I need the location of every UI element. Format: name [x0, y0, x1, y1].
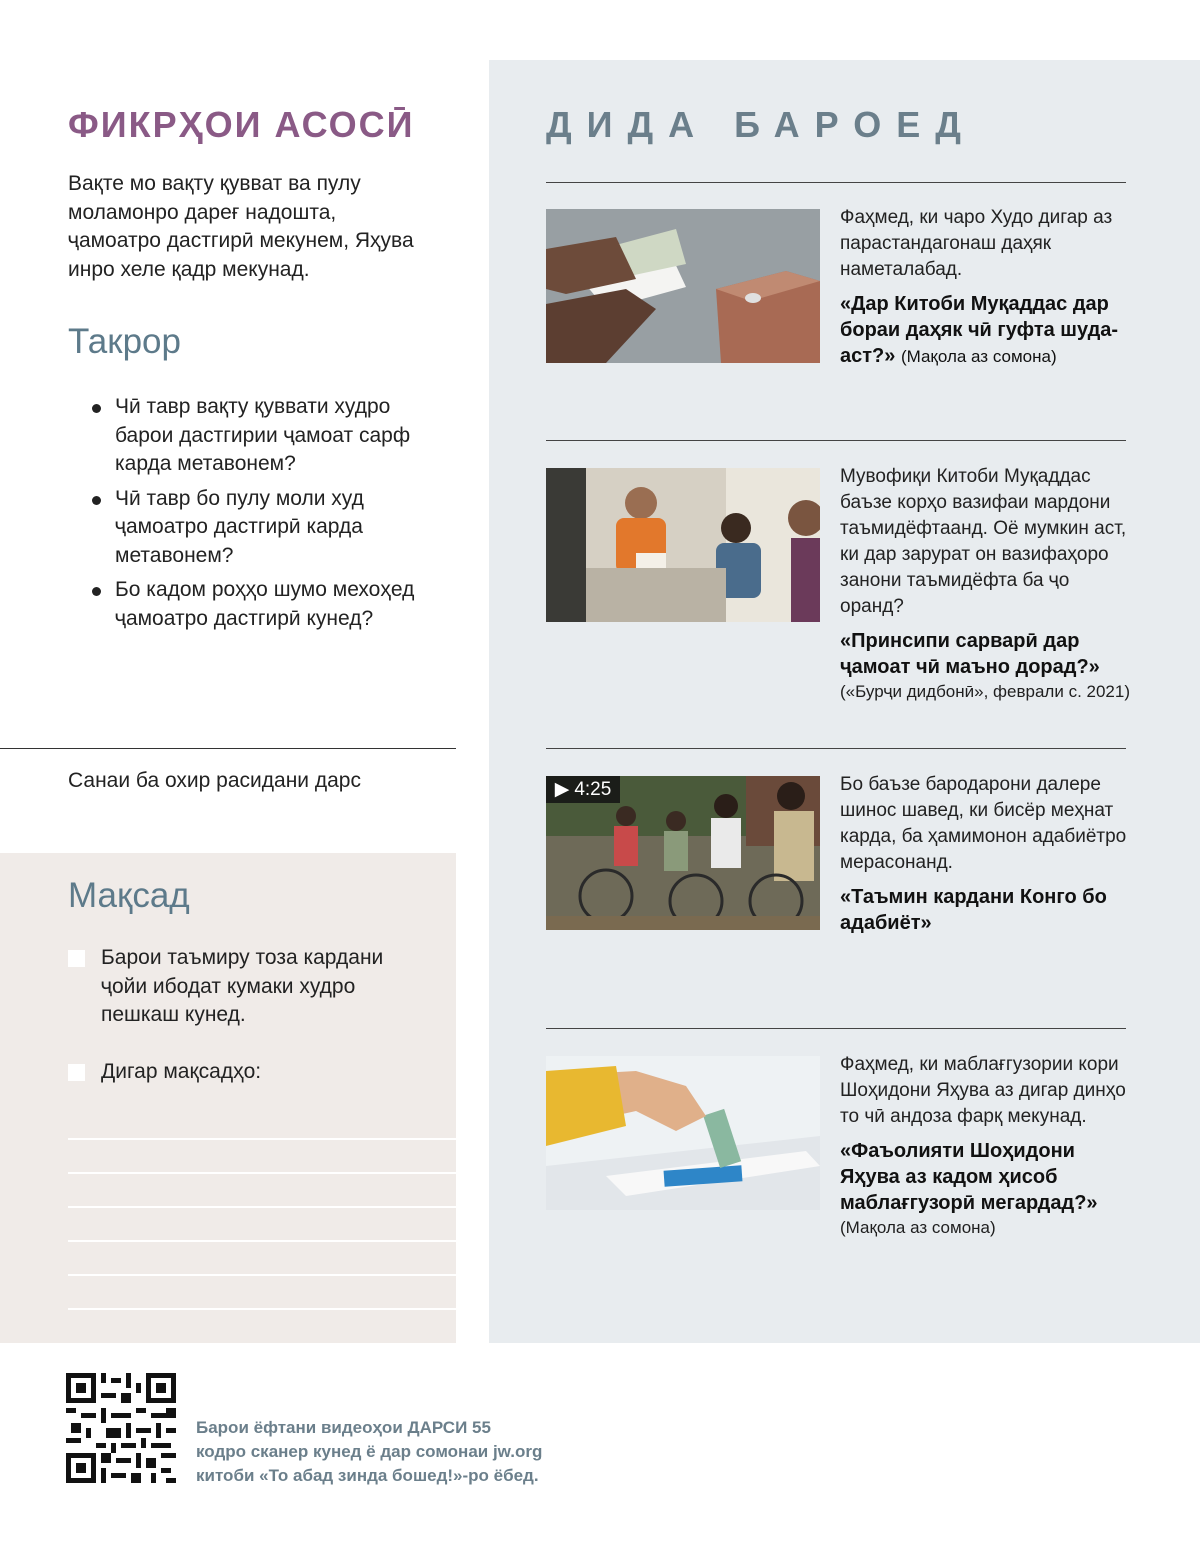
play-icon: ▶	[554, 779, 570, 800]
goal-checkbox[interactable]	[68, 1064, 85, 1081]
entry-description: Бо баъзе бародарони далере шинос шавед, ки бисёр меҳнат карда, ба ҳамимонон адабиётро мерасонанд.	[840, 774, 1127, 873]
finish-date-label: Санаи ба охир расидани дарс	[68, 769, 361, 792]
explore-entry	[840, 205, 1130, 370]
article-link[interactable]: «Фаъолияти Шоҳидони Яҳува аз кадом ҳисоб маблағгузорӣ мегардад?»	[840, 1140, 1098, 1214]
tithe-image[interactable]	[546, 209, 820, 363]
review-question: Бо кадом роҳҳо шумо мехоҳед ҷамоатро дастгирӣ кунед?	[92, 576, 452, 633]
video-duration-badge	[546, 776, 620, 803]
divider	[546, 1028, 1126, 1029]
writing-line[interactable]	[68, 1308, 456, 1310]
entry-description: Фаҳмед, ки чаро Худо дигар аз парастандагонаш даҳяк наметалабад.	[840, 207, 1113, 280]
explore-entry	[840, 1052, 1130, 1238]
article-link[interactable]: «Принсипи сарварӣ дар ҷамоат чӣ маъно дорад?»	[840, 630, 1100, 678]
entry-description: Фаҳмед, ки маблағгузории кори Шоҳидони Яҳува аз дигар динҳо то чӣ андоза фарқ мекунад.	[840, 1054, 1126, 1127]
writing-line[interactable]	[68, 1138, 456, 1140]
footer-line: кодро сканер кунед ё дар сомонаи jw.org	[196, 1442, 543, 1461]
goal-panel	[0, 853, 456, 1343]
review-question: Чӣ тавр бо пулу моли худ ҷамоатро дастгирӣ карда метавонем?	[92, 485, 452, 571]
goal-checkbox[interactable]	[68, 950, 85, 967]
donation-image[interactable]	[546, 1056, 820, 1210]
writing-line[interactable]	[68, 1172, 456, 1174]
review-title: Такрор	[68, 322, 181, 361]
writing-line[interactable]	[68, 1240, 456, 1242]
explore-title: ДИДА БАРОЕД	[546, 104, 976, 145]
video-duration: 4:25	[574, 778, 612, 800]
goal-item-label: Барои таъмиру тоза кардани ҷойи ибодат кумаки худро пешкаш кунед.	[101, 946, 384, 1026]
entry-description: Мувофиқи Китоби Муқаддас баъзе корҳо вазифаи мардони таъмидёфтаанд. Оё мумкин аст, ки дар зарурат он вазифаҳоро занони таъмидёфта ба ҷо оранд?	[840, 466, 1127, 617]
divider	[546, 182, 1126, 183]
article-link[interactable]: «Дар Китоби Муқаддас дар бораи даҳяк чӣ гуфта шудааст?»	[840, 293, 1119, 367]
video-link[interactable]: «Таъмин кардани Конго бо адабиёт»	[840, 886, 1107, 934]
footer-line: Барои ёфтани видеоҳои ДАРСИ 55	[196, 1418, 491, 1437]
footer-note	[196, 1416, 616, 1488]
source-label: (Мақола аз сомона)	[900, 347, 1057, 366]
source-label: (Мақола аз сомона)	[840, 1218, 996, 1237]
explore-entry	[840, 464, 1130, 702]
divider	[546, 440, 1126, 441]
source-label: («Бурҷи дидбонӣ», феврали с. 2021)	[840, 682, 1130, 701]
review-list	[92, 393, 452, 639]
explore-entry	[840, 772, 1130, 936]
divider	[546, 748, 1126, 749]
key-thoughts-title: ФИКРҲОИ АСОСӢ	[68, 104, 415, 145]
video-thumbnail[interactable]	[546, 776, 820, 930]
qr-code[interactable]	[66, 1373, 176, 1483]
divider	[0, 748, 456, 749]
footer-line: китоби «То абад зинда бошед!»-ро ёбед.	[196, 1466, 539, 1485]
writing-line[interactable]	[68, 1274, 456, 1276]
key-thoughts-text: Вақте мо вақту қувват ва пулу моламонро дареғ надошта, ҷамоатро дастгирӣ мекунем, Яҳува инро хеле қадр мекунад.	[68, 172, 414, 281]
review-question: Чӣ тавр вақту қуввати худро барои дастгирии ҷамоат сарф карда метавонем?	[92, 393, 452, 479]
meeting-image[interactable]	[546, 468, 820, 622]
writing-line[interactable]	[68, 1206, 456, 1208]
goal-title: Мақсад	[68, 876, 190, 915]
goal-item-label: Дигар мақсадҳо:	[101, 1060, 262, 1083]
